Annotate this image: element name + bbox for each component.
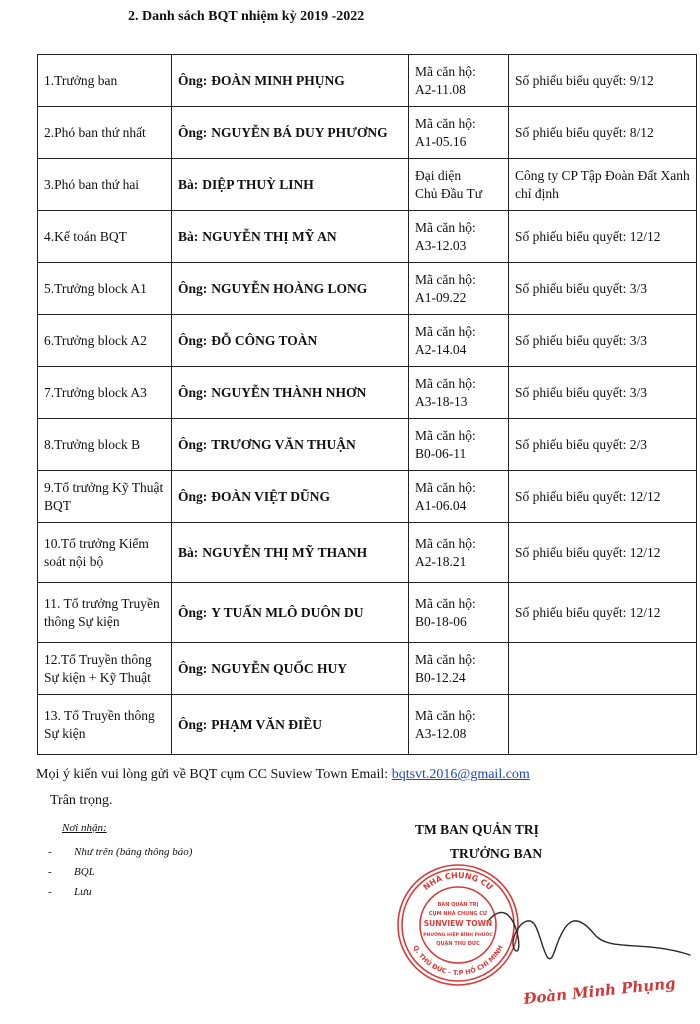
member-role: 5.Trưởng block A1 <box>38 263 172 315</box>
member-apartment-cell <box>409 695 509 755</box>
member-row <box>38 419 697 471</box>
member-vote: Số phiếu biểu quyết: 12/12 <box>509 583 697 643</box>
apartment-label: Mã căn hộ: <box>415 595 476 611</box>
member-name-cell <box>172 583 409 643</box>
member-row <box>38 523 697 583</box>
member-vote: Số phiếu biểu quyết: 8/12 <box>509 107 697 159</box>
member-full-name: PHẠM VĂN ĐIỀU <box>211 716 323 732</box>
member-vote: Số phiếu biểu quyết: 3/3 <box>509 315 697 367</box>
contact-line <box>36 767 530 783</box>
member-full-name: TRƯƠNG VĂN THUẬN <box>211 436 356 452</box>
member-vote <box>509 695 697 755</box>
svg-text:BAN QUẢN TRỊ: BAN QUẢN TRỊ <box>437 902 479 908</box>
member-row <box>38 159 697 211</box>
recipient-item: - BQL <box>48 866 95 878</box>
member-full-name: ĐOÀN VIỆT DŨNG <box>211 488 331 504</box>
member-full-name: DIỆP THUỲ LINH <box>202 176 314 192</box>
handwritten-signature <box>485 880 695 980</box>
member-apartment-cell <box>409 107 509 159</box>
member-role: 2.Phó ban thứ nhất <box>38 107 172 159</box>
apartment-label: Mã căn hộ: <box>415 535 476 551</box>
apartment-code: A1-09.22 <box>415 289 467 305</box>
member-honorific: Ông: <box>178 280 208 296</box>
apartment-code: B0-12.24 <box>415 669 466 685</box>
svg-text:Q. THỦ ĐỨC - T.P HỒ CHÍ MINH: Q. THỦ ĐỨC - T.P HỒ CHÍ MINH <box>411 943 505 978</box>
member-row <box>38 471 697 523</box>
member-name-cell <box>172 643 409 695</box>
member-full-name: NGUYỄN THÀNH NHƠN <box>211 384 367 400</box>
apartment-label: Mã căn hộ: <box>415 323 476 339</box>
apartment-code: A1-05.16 <box>415 133 467 149</box>
section-heading: 2. Danh sách BQT nhiệm kỳ 2019 -2022 <box>128 9 365 24</box>
recipient-item: - Lưu <box>48 886 92 898</box>
signature-title-board: TM BAN QUẢN TRỊ <box>415 822 539 837</box>
member-role: 7.Trưởng block A3 <box>38 367 172 419</box>
member-name-cell <box>172 523 409 583</box>
member-role: 3.Phó ban thứ hai <box>38 159 172 211</box>
recipients-list <box>48 846 192 906</box>
apartment-label: Đại diện <box>415 167 462 183</box>
member-vote: Số phiếu biểu quyết: 3/3 <box>509 263 697 315</box>
member-role: 13. Tổ Truyền thông Sự kiện <box>38 695 172 755</box>
member-vote: Số phiếu biểu quyết: 9/12 <box>509 55 697 107</box>
member-role: 11. Tổ trưởng Truyền thông Sự kiện <box>38 583 172 643</box>
member-role: 4.Kế toán BQT <box>38 211 172 263</box>
member-name-cell <box>172 211 409 263</box>
member-name-cell <box>172 107 409 159</box>
member-honorific: Ông: <box>178 660 208 676</box>
member-honorific: Ông: <box>178 488 208 504</box>
member-full-name: NGUYỄN THỊ MỸ AN <box>202 228 337 244</box>
apartment-code: A1-06.04 <box>415 497 467 513</box>
regards-text: Trân trọng. <box>50 793 113 808</box>
member-honorific: Bà: <box>178 176 199 192</box>
apartment-label: Mã căn hộ: <box>415 479 476 495</box>
member-apartment-cell <box>409 583 509 643</box>
recipient-item: - Như trên (bảng thông báo) <box>48 846 193 858</box>
member-vote: Số phiếu biểu quyết: 12/12 <box>509 471 697 523</box>
member-row <box>38 107 697 159</box>
apartment-code: Chủ Đầu Tư <box>415 185 483 201</box>
apartment-label: Mã căn hộ: <box>415 427 476 443</box>
contact-text: Mọi ý kiến vui lòng gửi về BQT cụm CC Suview Town Email: <box>36 767 392 782</box>
apartment-label: Mã căn hộ: <box>415 707 476 723</box>
member-honorific: Bà: <box>178 544 199 560</box>
apartment-label: Mã căn hộ: <box>415 63 476 79</box>
member-full-name: NGUYỄN QUỐC HUY <box>211 660 348 676</box>
member-apartment-cell <box>409 211 509 263</box>
signature-title-head: TRƯỞNG BAN <box>450 846 543 861</box>
member-role: 8.Trưởng block B <box>38 419 172 471</box>
apartment-code: A2-14.04 <box>415 341 467 357</box>
member-name-cell <box>172 263 409 315</box>
member-honorific: Ông: <box>178 436 208 452</box>
board-members-table <box>37 54 697 755</box>
member-full-name: NGUYỄN HOÀNG LONG <box>211 280 368 296</box>
member-honorific: Ông: <box>178 124 208 140</box>
apartment-code: B0-18-06 <box>415 613 467 629</box>
svg-text:CỤM NHÀ CHUNG CƯ: CỤM NHÀ CHUNG CƯ <box>428 911 488 917</box>
contact-email-link[interactable]: bqtsvt.2016@gmail.com <box>391 767 530 782</box>
member-apartment-cell <box>409 643 509 695</box>
member-apartment-cell <box>409 523 509 583</box>
member-full-name: ĐỖ CÔNG TOÀN <box>211 332 318 348</box>
member-role: 9.Tổ trưởng Kỹ Thuật BQT <box>38 471 172 523</box>
member-full-name: ĐOÀN MINH PHỤNG <box>211 72 345 88</box>
member-honorific: Ông: <box>178 72 208 88</box>
member-row <box>38 583 697 643</box>
member-role: 10.Tổ trưởng Kiểm soát nội bộ <box>38 523 172 583</box>
member-role: 6.Trưởng block A2 <box>38 315 172 367</box>
svg-text:QUẬN THỦ ĐỨC: QUẬN THỦ ĐỨC <box>436 941 480 947</box>
member-vote: Số phiếu biểu quyết: 2/3 <box>509 419 697 471</box>
member-vote: Số phiếu biểu quyết: 12/12 <box>509 211 697 263</box>
member-name-cell <box>172 55 409 107</box>
member-name-cell <box>172 419 409 471</box>
member-vote: Số phiếu biểu quyết: 3/3 <box>509 367 697 419</box>
member-row <box>38 367 697 419</box>
member-row <box>38 695 697 755</box>
member-name-cell <box>172 315 409 367</box>
apartment-code: A3-12.03 <box>415 237 467 253</box>
apartment-code: A3-18-13 <box>415 393 468 409</box>
member-row <box>38 263 697 315</box>
member-honorific: Ông: <box>178 716 208 732</box>
member-full-name: NGUYỄN THỊ MỸ THANH <box>202 544 368 560</box>
svg-text:SUNVIEW TOWN: SUNVIEW TOWN <box>423 919 493 928</box>
recipients-title: Nơi nhận : <box>62 822 107 834</box>
member-role: 12.Tổ Truyền thông Sự kiện + Kỹ Thuật <box>38 643 172 695</box>
member-apartment-cell <box>409 55 509 107</box>
member-apartment-cell <box>409 159 509 211</box>
member-vote <box>509 643 697 695</box>
member-full-name: Y TUẤN MLÔ DUÔN DU <box>211 604 364 620</box>
member-vote: Số phiếu biểu quyết: 12/12 <box>509 523 697 583</box>
member-apartment-cell <box>409 263 509 315</box>
member-row <box>38 55 697 107</box>
apartment-label: Mã căn hộ: <box>415 115 476 131</box>
member-vote: Công ty CP Tập Đoàn Đất Xanh chỉ định <box>509 159 697 211</box>
apartment-code: B0-06-11 <box>415 445 467 461</box>
member-name-cell <box>172 471 409 523</box>
member-row <box>38 315 697 367</box>
member-honorific: Ông: <box>178 384 208 400</box>
member-honorific: Bà: <box>178 228 199 244</box>
apartment-label: Mã căn hộ: <box>415 271 476 287</box>
svg-text:NHÀ CHUNG CƯ: NHÀ CHUNG CƯ <box>421 870 495 892</box>
member-row <box>38 643 697 695</box>
member-name-cell <box>172 367 409 419</box>
apartment-label: Mã căn hộ: <box>415 375 476 391</box>
apartment-label: Mã căn hộ: <box>415 651 476 667</box>
member-role: 1.Trưởng ban <box>38 55 172 107</box>
member-name-cell <box>172 695 409 755</box>
member-apartment-cell <box>409 419 509 471</box>
member-honorific: Ông: <box>178 332 208 348</box>
svg-text:PHƯỜNG HIỆP BÌNH PHƯỚC: PHƯỜNG HIỆP BÌNH PHƯỚC <box>423 933 493 938</box>
member-honorific: Ông: <box>178 604 208 620</box>
member-apartment-cell <box>409 471 509 523</box>
apartment-code: A2-11.08 <box>415 81 466 97</box>
apartment-code: A2-18.21 <box>415 553 467 569</box>
apartment-label: Mã căn hộ: <box>415 219 476 235</box>
member-apartment-cell <box>409 315 509 367</box>
member-name-cell <box>172 159 409 211</box>
member-apartment-cell <box>409 367 509 419</box>
member-full-name: NGUYỄN BÁ DUY PHƯƠNG <box>211 124 388 140</box>
apartment-code: A3-12.08 <box>415 725 467 741</box>
member-row <box>38 211 697 263</box>
signed-name: Đoàn Minh Phụng <box>522 974 677 1008</box>
